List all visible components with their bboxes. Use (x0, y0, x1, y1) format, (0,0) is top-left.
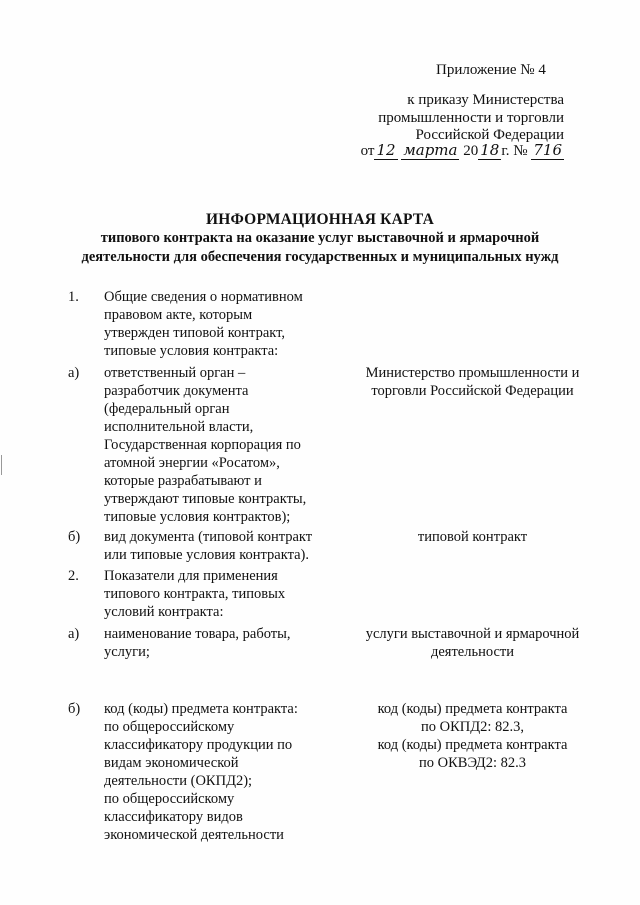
row-label (104, 700, 339, 844)
label-line: типового контракта, типовых (104, 586, 286, 602)
label-line: исполнительной власти, (104, 419, 254, 435)
order-reference-line: Российской Федерации (415, 127, 564, 143)
row-label (104, 364, 339, 526)
label-line: наименование товара, работы, (104, 626, 291, 642)
row-label (104, 567, 339, 621)
value-line: типовой контракт (417, 529, 528, 545)
row-value (350, 625, 595, 661)
row-number: а) (68, 626, 80, 642)
row-label (104, 288, 339, 360)
value-line: Министерство промышленности и (365, 365, 580, 381)
label-line: Общие сведения о нормативном (104, 289, 303, 305)
handwritten-order-number: 716 (533, 141, 562, 159)
label-line: код (коды) предмета контракта: (104, 701, 298, 717)
label-line: Государственная корпорация по (104, 437, 301, 453)
title-subtitle-line: типового контракта на оказание услуг выставочной и ярмарочной (100, 230, 540, 246)
label-line: по общероссийскому (104, 719, 235, 735)
value-line: услуги выставочной и ярмарочной (365, 626, 580, 642)
label-line: условий контракта: (104, 604, 224, 620)
date-prefix: от (360, 143, 375, 159)
row-value (350, 700, 595, 772)
appendix-number: Приложение № 4 (436, 62, 546, 78)
label-line: вид документа (типовой контракт (104, 529, 313, 545)
label-line: типовые условия контракта: (104, 343, 279, 359)
label-line: утвержден типовой контракт, (104, 325, 285, 341)
handwritten-day: 12 (376, 141, 396, 159)
row-label (104, 528, 339, 564)
row-value (350, 364, 595, 400)
label-line: утверждают типовые контракты, (104, 491, 307, 507)
label-line: которые разрабатывают и (104, 473, 262, 489)
handwritten-month: марта (403, 141, 458, 159)
label-line: атомной энергии «Росатом», (104, 455, 280, 471)
date-after-year: г. № (501, 143, 528, 159)
label-line: (федеральный орган (104, 401, 230, 417)
label-line: экономической деятельности (104, 827, 284, 843)
order-reference-line: к приказу Министерства (407, 92, 564, 108)
value-line: по ОКПД2: 82.3, (420, 719, 525, 735)
label-line: правовом акте, которым (104, 307, 253, 323)
label-line: по общероссийскому (104, 791, 235, 807)
value-line: деятельности (430, 644, 514, 660)
row-number: 1. (68, 289, 79, 305)
label-line: видам экономической (104, 755, 239, 771)
value-line: по ОКВЭД2: 82.3 (419, 755, 526, 771)
label-line: классификатору видов (104, 809, 243, 825)
label-line: или типовые условия контракта). (104, 547, 309, 563)
row-number: б) (68, 701, 81, 717)
title-main: ИНФОРМАЦИОННАЯ КАРТА (205, 211, 435, 228)
row-value (350, 528, 595, 546)
label-line: услуги; (104, 644, 150, 660)
label-line: Показатели для применения (104, 568, 278, 584)
label-line: типовые условия контрактов); (104, 509, 291, 525)
label-line: классификатору продукции по (104, 737, 293, 753)
label-line: разработчик документа (104, 383, 249, 399)
title-subtitle-line: деятельности для обеспечения государственных и муниципальных нужд (81, 249, 559, 265)
row-number: 2. (68, 568, 79, 584)
order-reference-line: промышленности и торговли (378, 109, 564, 126)
date-year-prefix: 20 (463, 143, 479, 159)
row-label (104, 625, 339, 661)
row-number: а) (68, 365, 80, 381)
handwritten-year: 18 (480, 141, 500, 159)
label-line: ответственный орган – (104, 365, 246, 381)
value-line: код (коды) предмета контракта (377, 701, 568, 717)
value-line: код (коды) предмета контракта (377, 737, 568, 753)
label-line: деятельности (ОКПД2); (104, 773, 253, 789)
value-line: торговли Российской Федерации (371, 383, 574, 399)
row-number: б) (68, 529, 81, 545)
